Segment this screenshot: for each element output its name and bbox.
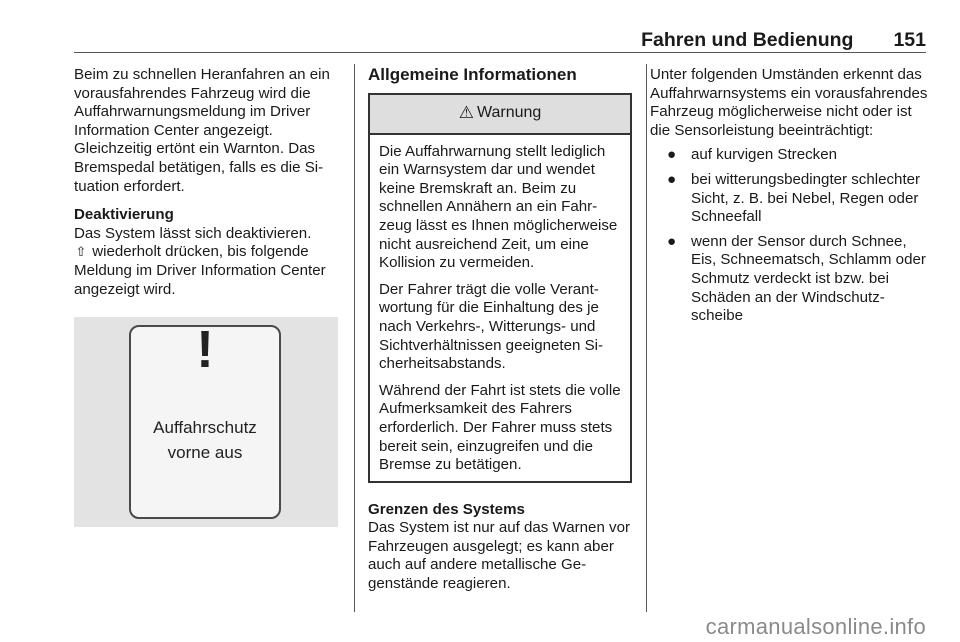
column-left — [74, 66, 346, 527]
exclamation-icon: ! — [196, 321, 214, 380]
list-item: ● bei witterungsbedingter schlechter Sicht, z. B. bei Nebel, Regen oder Schneefall — [667, 170, 921, 226]
page-number: 151 — [893, 28, 926, 51]
display-screen — [129, 321, 281, 519]
display-message-line2: vorne aus — [167, 443, 243, 463]
display-message-line1: Auffahrschutz — [153, 418, 257, 438]
warning-title: Warnung — [476, 104, 542, 122]
column-divider-2 — [646, 64, 647, 612]
page-title: Fahren und Bedienung — [641, 28, 854, 51]
limits-heading: Grenzen des Systems — [368, 500, 525, 518]
limits-text: Das System ist nur auf das Warnen vor Fahrzeugen ausgelegt; es kann aber auch auf andere metallische Gegenstände reagieren. — [368, 519, 631, 593]
column-divider-1 — [354, 64, 355, 612]
deactivation-heading: Deaktivierung — [74, 206, 174, 224]
deactivation-text: Das System lässt sich deaktivieren. ⇧ wiederholt drücken, bis folgende Meldung im Driver Information Center angezeigt wird. — [74, 224, 326, 298]
warning-paragraph-3: Während der Fahrt ist stets die volle Aufmerksamkeit des Fahrers erforderlich. Der Fahrer muss stets bereit sein, einzugreifen und die Bremse zu betätigen. — [379, 381, 621, 474]
warning-header — [370, 95, 630, 135]
column-right — [650, 66, 930, 326]
intro-paragraph: Beim zu schnellen Heranfahren an ein vorausfahrendes Fahrzeug wird die Auffahrwarnungsmeldung im Driver Information Center angezeigt. Gleichzeitig ertönt ein Warnton. Das Bremspedal betätigen, falls es die Situation erfordert. — [74, 66, 330, 195]
warning-box — [368, 93, 632, 483]
warning-paragraph-2: Der Fahrer trägt die volle Verantwortung für die Einhaltung des je nach Verkehrs-, Witterungs- und Sichtverhältnissen geeigneten Sicherheitsabstands. — [379, 280, 604, 373]
warning-paragraph-1: Die Auffahrwarnung stellt lediglich ein Warnsystem dar und wendet keine Bremskraft an. Beim zu schnellen Annähern an ein Fahrzeug lässt es Ihnen möglicherweise nicht ausreichend Zeit, um eine Kollision zu vermeiden. — [379, 142, 618, 272]
page-header — [74, 28, 926, 52]
warning-triangle-icon: ⚠ — [458, 103, 474, 123]
list-item: ● auf kurvigen Strecken — [667, 146, 837, 164]
collision-warning-key-icon: ⇧ — [75, 244, 87, 260]
column-middle — [368, 66, 634, 594]
conditions-list — [650, 146, 930, 325]
driver-info-display-image — [74, 317, 338, 527]
header-divider — [74, 52, 926, 53]
watermark: carmanualsonline.info — [705, 614, 926, 639]
list-item: ● wenn der Sensor durch Schnee, Eis, Schneematsch, Schlamm oder Schmutz verdeckt ist bzw. bei Schäden an der Windschutzscheibe — [667, 232, 926, 325]
conditions-intro: Unter folgenden Umständen erkennt das Auffahrwarnsystems ein vorausfahrendes Fahrzeug möglicherweise nicht oder ist die Sensorleistung beeinträchtigt: — [650, 66, 928, 139]
section-title: Allgemeine Informationen — [368, 65, 577, 84]
warning-body — [370, 135, 630, 481]
